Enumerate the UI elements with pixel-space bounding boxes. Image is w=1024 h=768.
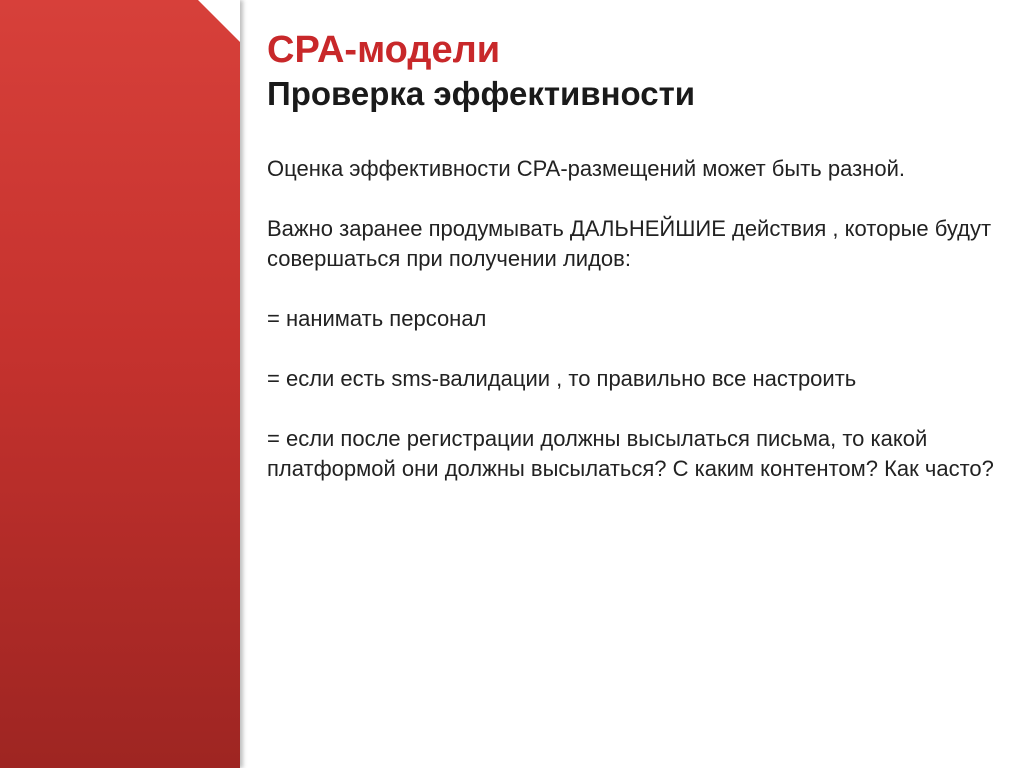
slide-content	[267, 28, 997, 514]
list-item-sms-validation: = если есть sms-валидации , то правильно все настроить	[267, 366, 857, 391]
list-item-hire-staff: = нанимать персонал	[267, 306, 487, 331]
paragraph-intro: Оценка эффективности CPA-размещений может быть разной.	[267, 156, 905, 181]
red-sidebar-panel	[0, 0, 240, 768]
paragraph-plan-actions: Важно заранее продумывать ДАЛЬНЕЙШИЕ действия , которые будут совершаться при получении лидов:	[267, 216, 992, 271]
slide-title: CPA-модели	[267, 29, 501, 71]
sidebar-corner-cut	[198, 0, 240, 42]
slide-body	[267, 154, 997, 484]
list-item-email-platform: = если после регистрации должны высылаться письма, то какой платформой они должны высылаться? С каким контентом? Как часто?	[267, 426, 994, 481]
slide-subtitle: Проверка эффективности	[267, 75, 696, 112]
